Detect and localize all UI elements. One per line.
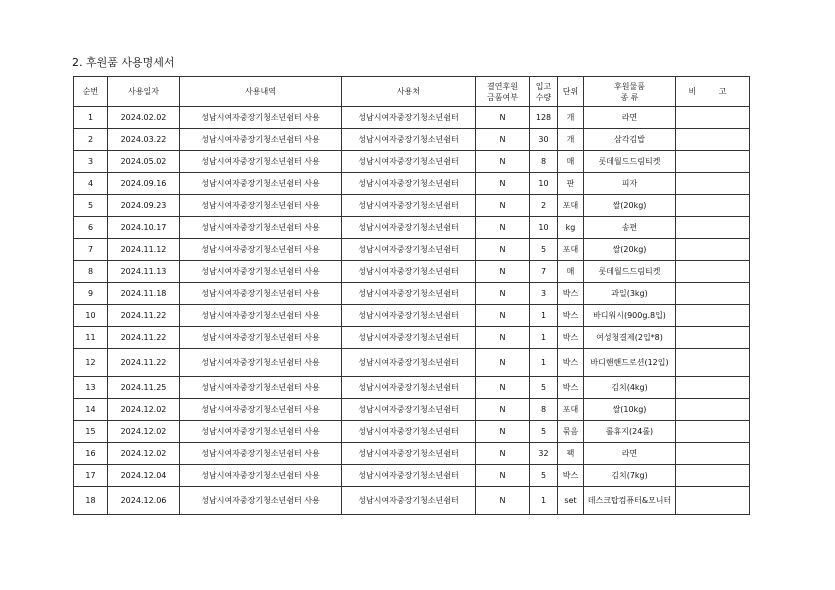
cell-item-kind: 여성청결제(2입*8)	[584, 327, 676, 349]
cell-place: 성남시여자중장기청소년쉼터	[342, 399, 476, 421]
table-header-row	[74, 77, 750, 107]
cell-place: 성남시여자중장기청소년쉼터	[342, 421, 476, 443]
cell-quantity: 10	[530, 217, 558, 239]
cell-remarks	[676, 283, 750, 305]
cell-sponsorship-flag: N	[476, 261, 530, 283]
table-row	[74, 261, 750, 283]
cell-remarks	[676, 443, 750, 465]
section-title: 2. 후원품 사용명세서	[72, 56, 175, 69]
table-row	[74, 327, 750, 349]
cell-place: 성남시여자중장기청소년쉼터	[342, 129, 476, 151]
donation-usage-table	[73, 76, 750, 515]
cell-usage: 성남시여자중장기청소년쉼터 사용	[180, 465, 342, 487]
cell-remarks	[676, 151, 750, 173]
cell-seq: 1	[74, 107, 108, 129]
cell-sponsorship-flag: N	[476, 487, 530, 515]
cell-quantity: 8	[530, 151, 558, 173]
cell-place: 성남시여자중장기청소년쉼터	[342, 487, 476, 515]
cell-seq: 16	[74, 443, 108, 465]
cell-item-kind: 과일(3kg)	[584, 283, 676, 305]
cell-unit: 박스	[558, 305, 584, 327]
cell-sponsorship-flag: N	[476, 151, 530, 173]
cell-sponsorship-flag: N	[476, 217, 530, 239]
cell-usage: 성남시여자중장기청소년쉼터 사용	[180, 107, 342, 129]
cell-quantity: 5	[530, 239, 558, 261]
cell-sponsorship-flag: N	[476, 173, 530, 195]
cell-date: 2024.12.02	[108, 399, 180, 421]
cell-place: 성남시여자중장기청소년쉼터	[342, 465, 476, 487]
cell-item-kind: 김치(4kg)	[584, 377, 676, 399]
table-row	[74, 421, 750, 443]
cell-seq: 11	[74, 327, 108, 349]
cell-usage: 성남시여자중장기청소년쉼터 사용	[180, 327, 342, 349]
cell-date: 2024.03.22	[108, 129, 180, 151]
cell-unit: 묶음	[558, 421, 584, 443]
cell-seq: 12	[74, 349, 108, 377]
cell-unit: set	[558, 487, 584, 515]
cell-item-kind: 바디워시(900g.8입)	[584, 305, 676, 327]
cell-unit: 박스	[558, 327, 584, 349]
cell-date: 2024.12.06	[108, 487, 180, 515]
cell-unit: 박스	[558, 465, 584, 487]
cell-place: 성남시여자중장기청소년쉼터	[342, 195, 476, 217]
cell-usage: 성남시여자중장기청소년쉼터 사용	[180, 283, 342, 305]
cell-item-kind: 라면	[584, 443, 676, 465]
cell-unit: 매	[558, 261, 584, 283]
cell-seq: 10	[74, 305, 108, 327]
cell-item-kind: 롯데월드드림티켓	[584, 261, 676, 283]
table-body	[74, 107, 750, 515]
cell-item-kind: 피자	[584, 173, 676, 195]
cell-remarks	[676, 421, 750, 443]
table-row	[74, 443, 750, 465]
cell-usage: 성남시여자중장기청소년쉼터 사용	[180, 129, 342, 151]
cell-usage: 성남시여자중장기청소년쉼터 사용	[180, 377, 342, 399]
cell-usage: 성남시여자중장기청소년쉼터 사용	[180, 443, 342, 465]
cell-date: 2024.02.02	[108, 107, 180, 129]
table-row	[74, 465, 750, 487]
cell-unit: 팩	[558, 443, 584, 465]
cell-quantity: 1	[530, 305, 558, 327]
cell-place: 성남시여자중장기청소년쉼터	[342, 349, 476, 377]
cell-item-kind: 송편	[584, 217, 676, 239]
cell-item-kind: 데스크탑컴퓨터&모니터	[584, 487, 676, 515]
cell-quantity: 3	[530, 283, 558, 305]
cell-seq: 15	[74, 421, 108, 443]
cell-seq: 13	[74, 377, 108, 399]
cell-remarks	[676, 129, 750, 151]
cell-seq: 2	[74, 129, 108, 151]
cell-place: 성남시여자중장기청소년쉼터	[342, 443, 476, 465]
cell-sponsorship-flag: N	[476, 349, 530, 377]
header-place: 사용처	[342, 77, 476, 107]
table-row	[74, 399, 750, 421]
table-row	[74, 283, 750, 305]
cell-usage: 성남시여자중장기청소년쉼터 사용	[180, 487, 342, 515]
cell-place: 성남시여자중장기청소년쉼터	[342, 261, 476, 283]
cell-usage: 성남시여자중장기청소년쉼터 사용	[180, 173, 342, 195]
table-row	[74, 129, 750, 151]
cell-sponsorship-flag: N	[476, 107, 530, 129]
cell-quantity: 5	[530, 377, 558, 399]
cell-usage: 성남시여자중장기청소년쉼터 사용	[180, 195, 342, 217]
cell-quantity: 10	[530, 173, 558, 195]
cell-quantity: 1	[530, 349, 558, 377]
cell-remarks	[676, 377, 750, 399]
table-row	[74, 107, 750, 129]
cell-item-kind: 쌀(20kg)	[584, 195, 676, 217]
cell-sponsorship-flag: N	[476, 399, 530, 421]
cell-quantity: 30	[530, 129, 558, 151]
cell-unit: 박스	[558, 377, 584, 399]
cell-remarks	[676, 239, 750, 261]
header-sponsorship-flag-line1: 결연후원	[487, 81, 518, 91]
cell-remarks	[676, 327, 750, 349]
cell-remarks	[676, 195, 750, 217]
cell-seq: 3	[74, 151, 108, 173]
cell-unit: kg	[558, 217, 584, 239]
cell-remarks	[676, 305, 750, 327]
cell-remarks	[676, 107, 750, 129]
cell-place: 성남시여자중장기청소년쉼터	[342, 283, 476, 305]
table-row	[74, 217, 750, 239]
cell-sponsorship-flag: N	[476, 421, 530, 443]
cell-item-kind: 쌀(10kg)	[584, 399, 676, 421]
cell-unit: 개	[558, 107, 584, 129]
cell-place: 성남시여자중장기청소년쉼터	[342, 305, 476, 327]
cell-remarks	[676, 399, 750, 421]
cell-item-kind: 롤휴지(24롤)	[584, 421, 676, 443]
cell-usage: 성남시여자중장기청소년쉼터 사용	[180, 305, 342, 327]
table-row	[74, 239, 750, 261]
cell-unit: 판	[558, 173, 584, 195]
cell-date: 2024.11.25	[108, 377, 180, 399]
cell-item-kind: 쌀(20kg)	[584, 239, 676, 261]
cell-place: 성남시여자중장기청소년쉼터	[342, 107, 476, 129]
header-usage: 사용내역	[180, 77, 342, 107]
cell-place: 성남시여자중장기청소년쉼터	[342, 327, 476, 349]
header-sponsorship-flag-line2: 금품여부	[487, 92, 518, 102]
header-unit: 단위	[558, 77, 584, 107]
cell-date: 2024.11.13	[108, 261, 180, 283]
cell-place: 성남시여자중장기청소년쉼터	[342, 151, 476, 173]
cell-sponsorship-flag: N	[476, 129, 530, 151]
cell-remarks	[676, 487, 750, 515]
cell-place: 성남시여자중장기청소년쉼터	[342, 217, 476, 239]
cell-remarks	[676, 349, 750, 377]
cell-seq: 18	[74, 487, 108, 515]
cell-item-kind: 롯데월드드림티켓	[584, 151, 676, 173]
cell-quantity: 7	[530, 261, 558, 283]
cell-place: 성남시여자중장기청소년쉼터	[342, 239, 476, 261]
cell-remarks	[676, 261, 750, 283]
cell-item-kind: 바디핸핸드로션(12입)	[584, 349, 676, 377]
cell-date: 2024.09.16	[108, 173, 180, 195]
cell-usage: 성남시여자중장기청소년쉼터 사용	[180, 261, 342, 283]
cell-date: 2024.11.22	[108, 349, 180, 377]
cell-seq: 5	[74, 195, 108, 217]
cell-quantity: 8	[530, 399, 558, 421]
cell-seq: 4	[74, 173, 108, 195]
cell-unit: 포대	[558, 195, 584, 217]
cell-sponsorship-flag: N	[476, 443, 530, 465]
cell-item-kind: 삼각김밥	[584, 129, 676, 151]
table-row	[74, 195, 750, 217]
cell-seq: 6	[74, 217, 108, 239]
cell-unit: 개	[558, 129, 584, 151]
cell-date: 2024.10.17	[108, 217, 180, 239]
header-quantity-line2: 수량	[535, 92, 552, 102]
header-remarks: 비 고	[676, 77, 750, 107]
cell-sponsorship-flag: N	[476, 377, 530, 399]
cell-date: 2024.09.23	[108, 195, 180, 217]
cell-usage: 성남시여자중장기청소년쉼터 사용	[180, 399, 342, 421]
cell-date: 2024.12.04	[108, 465, 180, 487]
cell-item-kind: 라면	[584, 107, 676, 129]
cell-place: 성남시여자중장기청소년쉼터	[342, 377, 476, 399]
cell-sponsorship-flag: N	[476, 327, 530, 349]
cell-date: 2024.12.02	[108, 421, 180, 443]
cell-quantity: 128	[530, 107, 558, 129]
table-row	[74, 349, 750, 377]
cell-unit: 포대	[558, 399, 584, 421]
table-row	[74, 305, 750, 327]
cell-usage: 성남시여자중장기청소년쉼터 사용	[180, 239, 342, 261]
cell-sponsorship-flag: N	[476, 305, 530, 327]
cell-sponsorship-flag: N	[476, 465, 530, 487]
cell-usage: 성남시여자중장기청소년쉼터 사용	[180, 217, 342, 239]
cell-place: 성남시여자중장기청소년쉼터	[342, 173, 476, 195]
cell-date: 2024.11.22	[108, 305, 180, 327]
header-item-kind	[584, 77, 676, 107]
table-row	[74, 151, 750, 173]
cell-quantity: 5	[530, 421, 558, 443]
cell-quantity: 5	[530, 465, 558, 487]
cell-unit: 포대	[558, 239, 584, 261]
cell-date: 2024.05.02	[108, 151, 180, 173]
header-date: 사용일자	[108, 77, 180, 107]
table-row	[74, 487, 750, 515]
cell-seq: 17	[74, 465, 108, 487]
cell-date: 2024.11.22	[108, 327, 180, 349]
cell-seq: 7	[74, 239, 108, 261]
cell-usage: 성남시여자중장기청소년쉼터 사용	[180, 349, 342, 377]
cell-remarks	[676, 217, 750, 239]
header-seq: 순번	[74, 77, 108, 107]
cell-quantity: 1	[530, 487, 558, 515]
header-sponsorship-flag	[476, 77, 530, 107]
cell-remarks	[676, 465, 750, 487]
table-row	[74, 377, 750, 399]
cell-date: 2024.11.12	[108, 239, 180, 261]
cell-seq: 8	[74, 261, 108, 283]
header-item-kind-line2: 종 류	[620, 92, 639, 102]
cell-usage: 성남시여자중장기청소년쉼터 사용	[180, 151, 342, 173]
cell-sponsorship-flag: N	[476, 283, 530, 305]
cell-unit: 박스	[558, 283, 584, 305]
cell-usage: 성남시여자중장기청소년쉼터 사용	[180, 421, 342, 443]
cell-quantity: 2	[530, 195, 558, 217]
cell-sponsorship-flag: N	[476, 195, 530, 217]
header-quantity-line1: 입고	[535, 81, 552, 91]
table-row	[74, 173, 750, 195]
cell-quantity: 32	[530, 443, 558, 465]
cell-quantity: 1	[530, 327, 558, 349]
cell-date: 2024.11.18	[108, 283, 180, 305]
header-quantity	[530, 77, 558, 107]
cell-unit: 박스	[558, 349, 584, 377]
cell-unit: 매	[558, 151, 584, 173]
cell-seq: 9	[74, 283, 108, 305]
cell-remarks	[676, 173, 750, 195]
cell-sponsorship-flag: N	[476, 239, 530, 261]
header-item-kind-line1: 후원물품	[614, 81, 645, 91]
cell-seq: 14	[74, 399, 108, 421]
cell-item-kind: 김치(7kg)	[584, 465, 676, 487]
cell-date: 2024.12.02	[108, 443, 180, 465]
